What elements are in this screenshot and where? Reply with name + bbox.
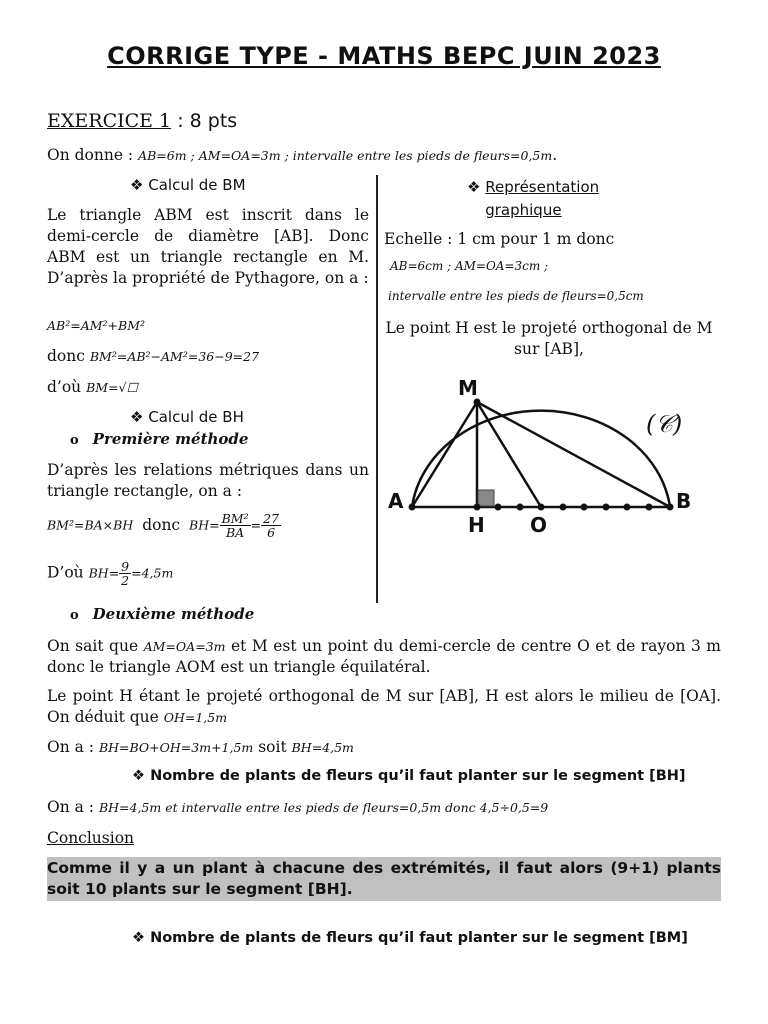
method-2-result: On a : BH=BO+OH=3m+1,5m soit BH=4,5m	[47, 738, 354, 756]
given-data: AB=6m ; AM=OA=3m ; intervalle entre les pieds de fleurs=0,5m	[138, 148, 553, 163]
conclusion-label: Conclusion	[47, 829, 135, 847]
label-a: A	[388, 489, 404, 513]
column-divider	[376, 175, 378, 603]
page-title: CORRIGE TYPE - MATHS BEPC JUIN 2023	[107, 42, 661, 70]
heading-plants-bm: ❖ Nombre de plants de fleurs qu’il faut planter sur le segment [BM]	[132, 930, 688, 946]
label-circle-c: (𝒞)	[646, 410, 683, 438]
plant-dots	[409, 399, 674, 511]
segment-mb	[477, 402, 670, 507]
exercise-heading: EXERCICE 1 : 8 pts	[47, 110, 238, 132]
diamond-bullet-icon: ❖	[130, 176, 144, 194]
scale-data-1: AB=6cm ; AM=OA=3cm ;	[390, 259, 549, 273]
method-2-paragraph-1: On sait que AM=OA=3m et M est un point du demi-cercle de centre O et de rayon 3 m donc le triangle AOM est un triangle équilatéral.	[47, 637, 721, 676]
diamond-bullet-icon: ❖	[132, 930, 145, 946]
label-o: O	[530, 513, 548, 537]
plants-bh-computation: On a : BH=4,5m et intervalle entre les pieds de fleurs=0,5m donc 4,5÷0,5=9	[47, 798, 549, 816]
relations-paragraph: D’après les relations métriques dans un triangle rectangle, on a :	[47, 461, 369, 500]
label-h: H	[468, 513, 485, 537]
circle-bullet-icon: o	[70, 608, 79, 623]
label-m: M	[458, 376, 478, 400]
diamond-bullet-icon: ❖	[130, 408, 144, 426]
heading-plants-bh: ❖ Nombre de plants de fleurs qu’il faut planter sur le segment [BH]	[132, 768, 686, 784]
heading-representation: ❖ Représentation graphique	[467, 178, 600, 219]
heading-calcul-bh: ❖ Calcul de BH	[130, 408, 244, 426]
equation-metric-relation: BM²=BA×BH donc BH= $\frac{\text{BM²}}{BA}$ = $\frac{27}{6}$	[47, 511, 279, 540]
method-2-paragraph-2: Le point H étant le projeté orthogonal de M sur [AB], H est alors le milieu de [OA]. On déduit que OH=1,5m	[47, 687, 721, 726]
right-angle-marker	[478, 490, 494, 506]
label-b: B	[676, 489, 692, 513]
conclusion-text: Comme il y a un plant à chacune des extrémités, il faut alors (9+1) plants soit 10 plants sur le segment [BH].	[47, 859, 721, 898]
scale-data-2: intervalle entre les pieds de fleurs=0,5cm	[388, 289, 644, 303]
diamond-bullet-icon: ❖	[132, 768, 145, 784]
equation-bm: d’où BM=√☐	[47, 378, 138, 396]
method-1-heading: o Première méthode	[70, 430, 249, 448]
heading-calcul-bm: ❖ Calcul de BM	[130, 176, 246, 194]
equation-bh-result: D’où BH= $\frac{9}{2}$ =4,5m	[47, 559, 174, 588]
projection-text: Le point H est le projeté orthogonal de M sur [AB],	[385, 319, 713, 358]
diamond-bullet-icon: ❖	[467, 178, 481, 196]
equation-pythagore: AB²=AM²+BM²	[47, 318, 146, 333]
given-line: On donne : AB=6m ; AM=OA=3m ; intervalle entre les pieds de fleurs=0,5m.	[47, 146, 558, 164]
pythagore-paragraph: Le triangle ABM est inscrit dans le demi-cercle de diamètre [AB]. Donc ABM est un triangle rectangle en M. D’après la propriété de Pythagore, on a :	[47, 206, 369, 287]
geometry-figure	[380, 366, 710, 546]
circle-bullet-icon: o	[70, 433, 79, 448]
segment-am	[412, 402, 477, 507]
scale-line: Echelle : 1 cm pour 1 m donc	[384, 230, 615, 248]
equation-bm-squared: donc BM²=AB²−AM²=36−9=27	[47, 347, 260, 365]
method-2-heading: o Deuxième méthode	[70, 605, 255, 623]
semicircle-arc	[412, 411, 670, 507]
